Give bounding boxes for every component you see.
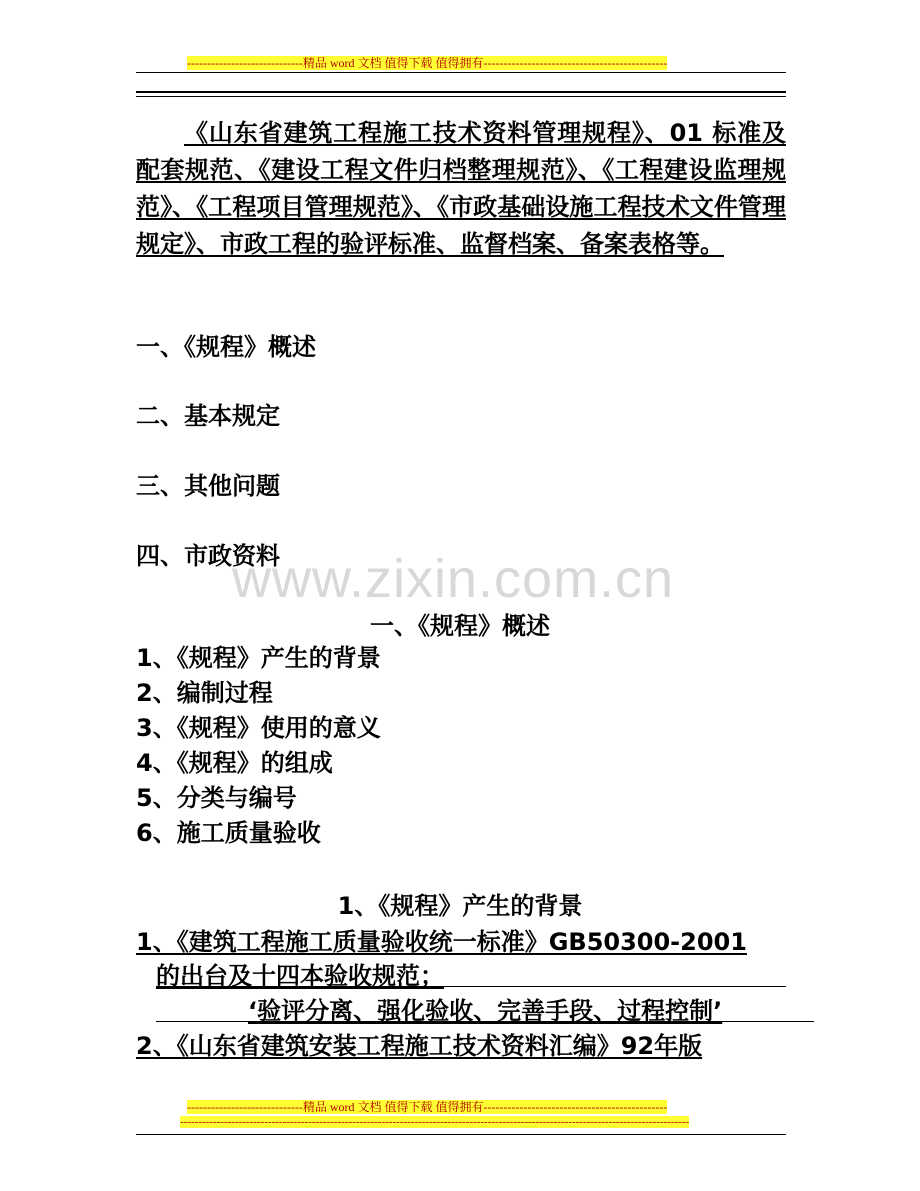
intro-text: 《山东省建筑工程施工技术资料管理规程》、01 标准及配套规范、《建设工程文件归档整理规范》、《工程建设监理规范》、《工程项目管理规范》、《市政基础设施工程技术文件管理规定》、市政工程的验评标准、监督档案、备案表格等。 (136, 119, 786, 258)
background-line-2: 2、《山东省建筑安装工程施工技术资料汇编》92年版 (136, 1032, 703, 1060)
outline-item-3: 三、其他问题 (136, 472, 280, 500)
line-1-rule (156, 986, 786, 987)
section-item-1: 1、《规程》产生的背景 (136, 644, 381, 672)
section-item-3: 3、《规程》使用的意义 (136, 714, 381, 742)
outline-item-1: 一、《规程》概述 (136, 333, 316, 361)
header-rule (136, 72, 786, 73)
watermark: www.zixin.com.cn (232, 549, 675, 609)
header-double-rule-top (136, 91, 786, 93)
outline-item-4: 四、市政资料 (136, 542, 280, 570)
section-item-5: 5、分类与编号 (136, 784, 297, 812)
background-line-1: 1、《建筑工程施工质量验收统一标准》GB50300-2001 (136, 928, 747, 956)
header-banner: -----------------------------精品 word 文档 值得下载 值得拥有---------------------------------------------- (187, 56, 668, 70)
background-line-1-continued: 的出台及十四本验收规范； (156, 962, 444, 990)
section-item-6: 6、施工质量验收 (136, 819, 321, 847)
footer-banner: -----------------------------精品 word 文档 值得下载 值得拥有---------------------------------------------- (187, 1100, 668, 1114)
footer-rule (136, 1134, 786, 1135)
subsection-title: 1、《规程》产生的背景 (337, 892, 583, 920)
principle-quote: ‘验评分离、强化验收、完善手段、过程控制’ (248, 997, 723, 1025)
section-item-list (136, 641, 381, 851)
header-double-rule-bottom (136, 96, 786, 97)
outline-item-2: 二、基本规定 (136, 402, 280, 430)
section-item-2: 2、编制过程 (136, 679, 273, 707)
quote-rule (156, 1021, 814, 1022)
footer-dashes: ------------------------------------------------------------------------------------------------------------------------------------------- (180, 1116, 690, 1128)
section-title: 一、《规程》概述 (370, 612, 550, 640)
section-item-4: 4、《规程》的组成 (136, 749, 333, 777)
intro-paragraph (136, 115, 786, 263)
